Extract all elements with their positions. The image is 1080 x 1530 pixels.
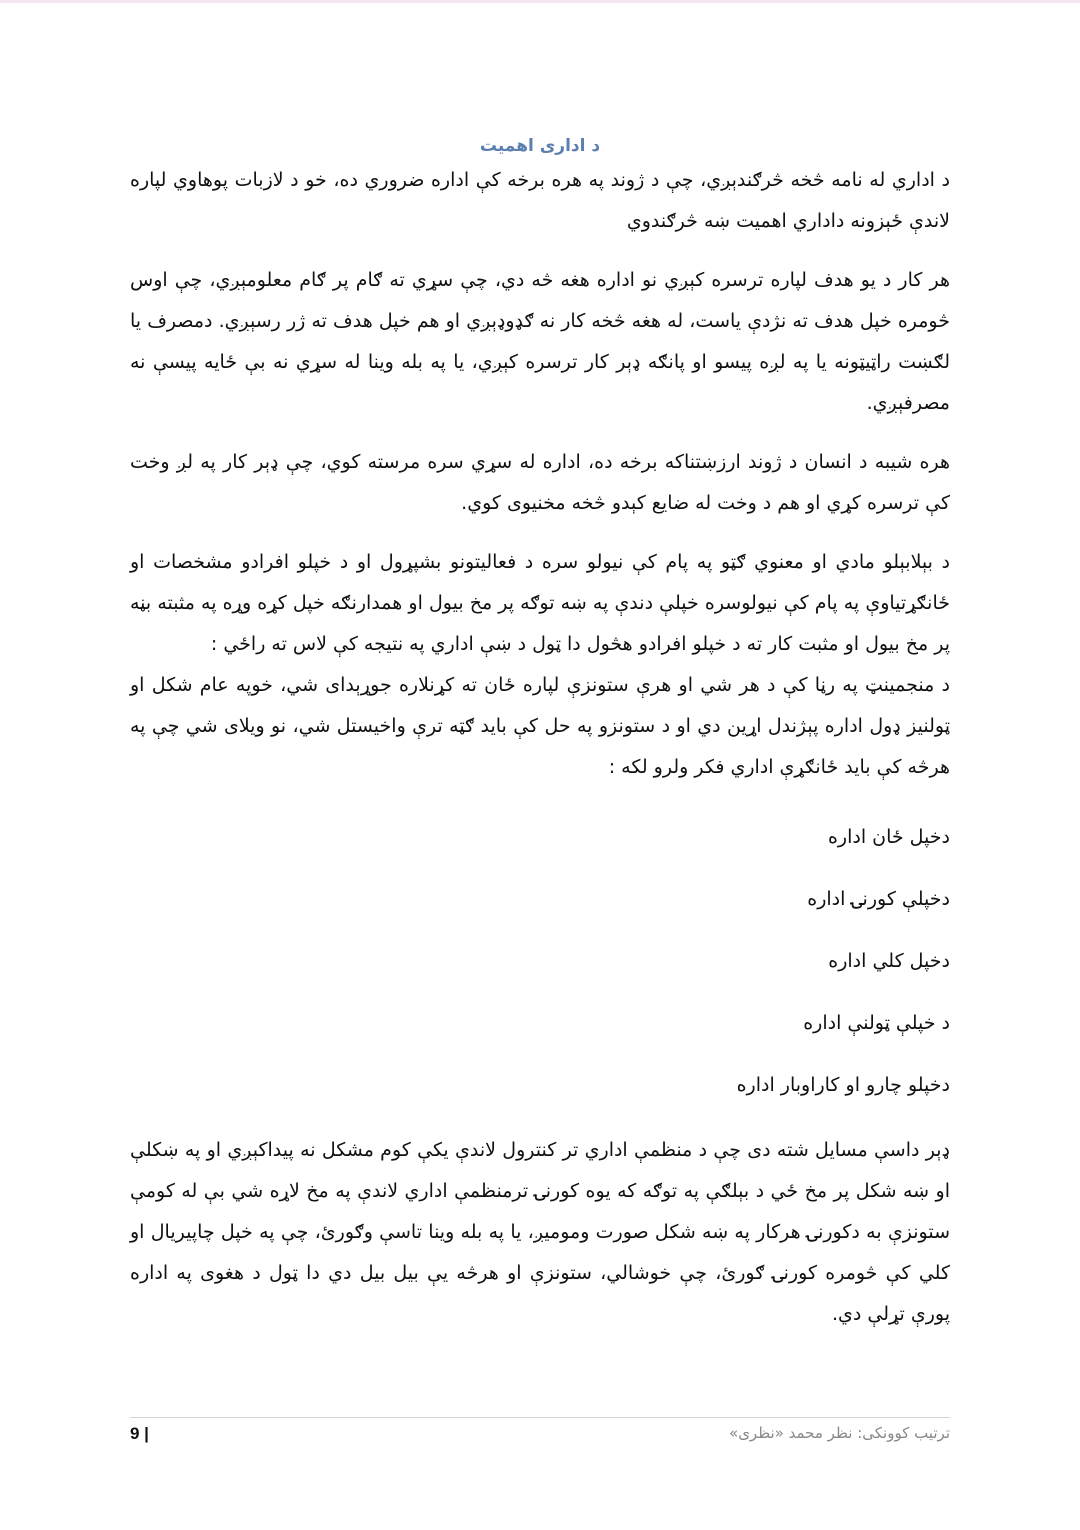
document-page <box>130 128 950 1353</box>
paragraph-closing: ډېر داسې مسایل شته دی چې د منظمې اداري تر کنترول لاندې یکې کوم مشکل نه پیداکېږي او په ښکلې او ښه شکل پر مخ ځي د بېلګې په توګه که یوه کورنۍ ترمنظمې اداري لاندې په مخ لاړه شي بې له کومې ستونزې به دکورنۍ هرکار په ښه شکل صورت وموميږ، یا په بله وینا تاسې وګورئ، چې په خپل چاپیریال او کلي کې څومره کورنۍ ګورئ، چې خوشالي، ستونزې او هرڅه یې بیل بیل دي دا ټول د هغوی په اداره پورې تړلې دي. <box>130 1139 950 1325</box>
paragraph-time: هره شیبه د انسان د ژوند ارزښتناکه برخه ده، اداره له سړي سره مرسته کوي، چې ډېر کار په لږ وخت کې ترسره کړي او هم د وخت له ضایع کېدو څخه مخنیوی کوي. <box>130 451 950 514</box>
paragraph-management: د منجمینټ په رڼا کې د هر شي او هرې ستونزې لپاره ځان ته کړنلاره جوړېدای شي، خوپه عام شکل او ټولنیز ډول اداره پېژندل اړین دي او د ستونزو په حل کې باید ګټه ترې واخیستل شي، نو ویلای شي چې په هرڅه کې باید ځانګړې اداري فکر ولرو لکه : <box>130 674 950 778</box>
list-item: دخپلو چارو او کاراوبار اداره <box>736 1074 950 1096</box>
list-item: دخپل کلي اداره <box>828 950 950 972</box>
paragraph-benefits: د بېلابېلو مادي او معنوي ګټو په پام کې نیولو سره د فعالیتونو بشپړول او د خپلو افرادو مشخصات او ځانګړتیاوې په پام کې نیولوسره خپلې دندې په ښه توګه پر مخ بیول او همدارنګه خپل کړه وړه په مثبته بڼه پر مخ بیول او مثبت کار ته د خپلو افرادو هڅول دا ټول د ښې اداري په نتیجه کې لاس ته راځي : <box>130 551 950 655</box>
list-item: دخپلې کورنۍ اداره <box>807 888 950 910</box>
paragraph-goal: هر کار د یو هدف لپاره ترسره کېږي نو اداره هغه څه دي، چې سړي ته ګام پر ګام معلومېږي، چې اوس څومره خپل هدف ته نژدې یاست، له هغه څخه کار نه ګډوډېږي او هم خپل هدف ته ژر رسېږي. دمصرف یا لګښت راټیټونه یا په لږه پیسو او پانګه ډېر کار ترسره کېږي، یا په بله وینا له سړي نه بې ځایه پیسې نه مصرفېږي. <box>130 269 950 414</box>
footer-credit: ترتیب کوونکی: نظر محمد «نظری» <box>729 1424 950 1442</box>
paragraph-intro: د اداري له نامه څخه څرګندېږي، چې د ژوند په هره برخه کې اداره ضروري ده، خو د لازبات پوهاوي لپاره لاندې ځېزونه داداري اهمیت ښه څرګندوي <box>130 169 950 232</box>
management-list <box>130 806 950 1116</box>
page-footer <box>130 1417 950 1458</box>
section-heading: د اداری اهمیت <box>479 136 601 156</box>
top-border <box>0 0 1080 3</box>
page-number: 9 | <box>130 1424 149 1443</box>
list-item: د خپلې ټولنې اداره <box>803 1012 950 1034</box>
list-item: دخپل ځان اداره <box>827 826 950 848</box>
